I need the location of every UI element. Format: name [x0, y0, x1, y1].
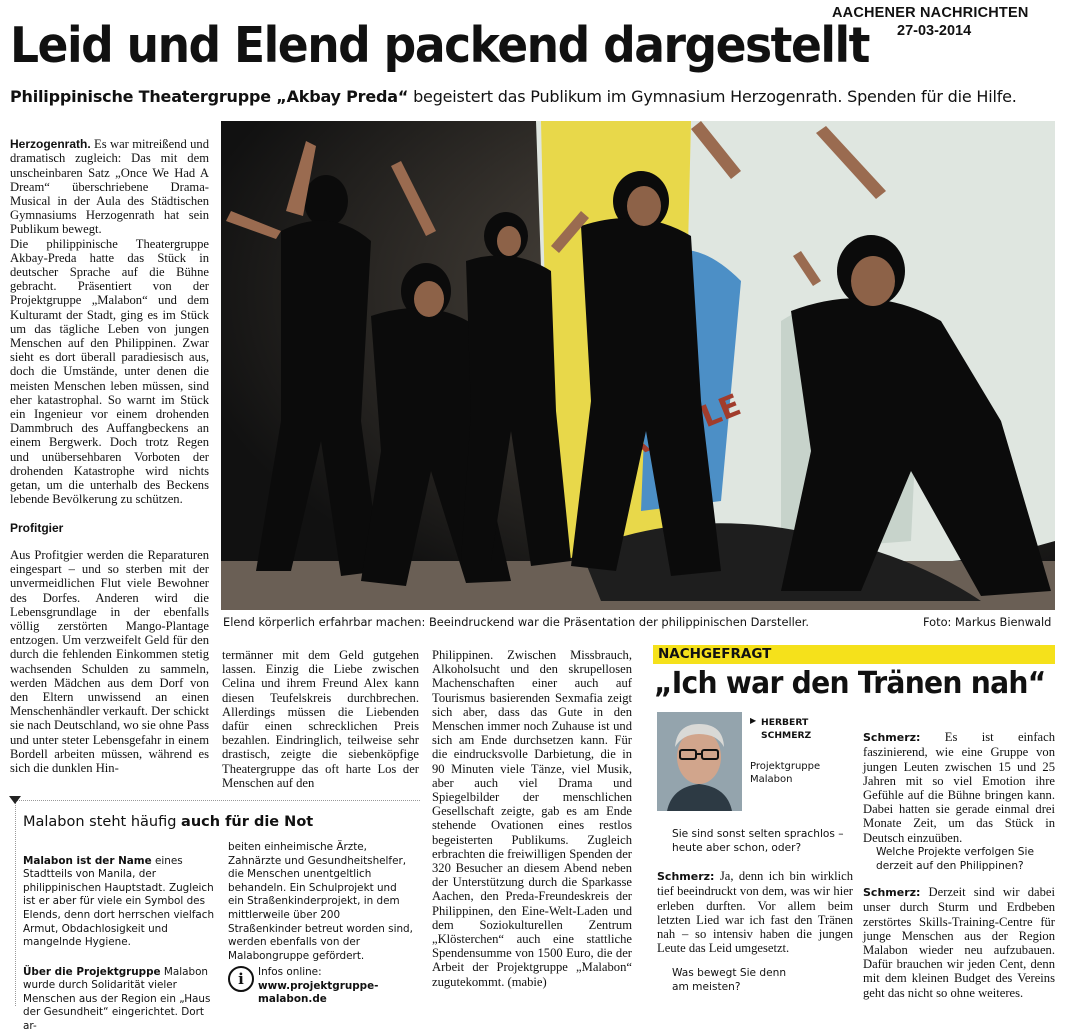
photo-credit: Foto: Markus Bienwald: [923, 615, 1052, 629]
article-column-1: [10, 123, 209, 506]
headline: Leid und Elend packend dargestellt: [10, 17, 869, 74]
answer-3-text: Derzeit sind wir dabei unser durch Sturm und Erdbeben zerstörtes Skills-Training-Centre für junge Menschen aus der Region Malabon wieder neu aufzubauen. Dafür brauchen wir jeden Cent, denn mit dem kleinen Budget des Vereins geht das nicht so ohne weiteres.: [863, 885, 1055, 1000]
question-2: Was bewegt Sie denn am meisten?: [672, 967, 787, 993]
masthead-date: 27-03-2014: [897, 23, 972, 39]
sidebox-col-2: beiten einheimische Ärzte, Zahnärzte und Gesundheitshelfer, die Menschen unentgeltlich behandeln. Ein Schulprojekt und ein Straßenkinderprojekt, in dem mittlerweile über 200 Straßenkinder betreut worden sind, werden ebenfalls von der Malabongruppe gefördert.: [228, 841, 413, 962]
portrait-photo: [657, 712, 742, 811]
answer-3: [863, 871, 1055, 1000]
person-marker-icon: ▶: [750, 716, 757, 725]
subhead-profitgier: Profitgier: [10, 521, 64, 535]
info-icon: i: [228, 966, 254, 992]
answer-1: [657, 855, 853, 955]
sidebox-title: [23, 814, 313, 830]
subheadline: [10, 87, 1017, 107]
answer-1-label: Schmerz:: [657, 870, 715, 884]
article-column-2: termänner mit dem Geld gutgehen lassen. Einzig die Liebe zwischen Celina und ihrem Freund Alex kann diesen Teufelskreis durchbrechen. Allerdings müssen die Liebenden dafür einen schrecklichen Preis bezahlen. Eindringlich, teilweise sehr drastisch, zeigte die siebenköpfige Theatergruppe das oft harte Los der Menschen auf den: [222, 648, 419, 790]
interview-headline: „Ich war den Tränen nah“: [654, 666, 1046, 701]
sidebox-marker: [9, 796, 21, 804]
article-column-3: Philippinen. Zwischen Missbrauch, Alkoholsucht und den skrupellosen Machenschaften einer auch auf Tourismus basierenden Sexmafia zeigt sich aber, dass das Gute in den Menschen immer noch Zuhause ist und sich am Ende durchsetzen kann. Für die eindrucksvolle Darbietung, die in 90 Minuten viele Tänze, viel Musik, aber auch viel Drama und Spiegelbilder der menschlichen Gesellschaft zeigte, gab es am Ende stehende Ovationen eines restlos begeisterten Publikums. Zugleich erbrachten die freiwilligen Spenden der 320 Besucher an diesem Abend neben der Unterstützung durch die Sparkasse Aachen, den Preda-Freundeskreis der Philippinen, den Eine-Welt-Laden und dem Soziokulturellen Zentrum „Klösterchen“ auch eine stattliche Spendensumme von 1500 Euro, die der Arbeit der Projektgruppe „Malabon“ zugutekommt. (mabie): [432, 648, 632, 989]
answer-1-text: Ja, denn ich bin wirklich tief beeindruckt von dem, was wir hier erleben durften. Vor allem beim letzten Lied war ich fast den Tränen nah – so intensiv haben die jungen Leute das Leid umgesetzt.: [657, 869, 853, 956]
sidebox-col-1-p2: [23, 952, 220, 1034]
sidebox-title-plain: Malabon steht häufig: [23, 814, 182, 830]
sidebox-title-bold: auch für die Not: [181, 814, 314, 830]
sidebox-p1-text: eines Stadtteils von Manila, der philippinischen Hauptstadt. Zugleich ist er aber für viele ein Symbol des Elends, denn dort herrschen vielfach Armut, Obdachlosigkeit und mangelnde Hygiene.: [23, 854, 215, 949]
photo-caption: Elend körperlich erfahrbar machen: Beeindruckend war die Präsentation der philippinischen Darsteller.: [223, 615, 810, 629]
dateline: Herzogenrath.: [10, 137, 91, 152]
info-url[interactable]: www.projektgruppe-malabon.de: [258, 980, 379, 1005]
answer-3-label: Schmerz:: [863, 886, 921, 900]
sidebox-p2-bold: Über die Projektgruppe: [23, 965, 161, 978]
sidebox-p1-bold: Malabon ist der Name: [23, 854, 152, 867]
question-1: Sie sind sonst selten sprachlos – heute aber schon, oder?: [672, 828, 844, 854]
stage-photo-image: [221, 121, 1055, 610]
interview-kicker: NACHGEFRAGT: [658, 646, 772, 662]
answer-2-label: Schmerz:: [863, 731, 921, 745]
info-label: Infos online:: [258, 966, 322, 978]
person-role: Projektgruppe Malabon: [750, 761, 821, 785]
sidebox-col-1: [23, 841, 220, 950]
person-name: HERBERT SCHMERZ: [761, 717, 812, 741]
question-3: Welche Projekte verfolgen Sie derzeit auf den Philippinen?: [876, 846, 1034, 872]
article-col1-text: Es war mitreißend und dramatisch zugleich: Das mit dem unscheinbaren Satz „Once We Had A Dream“ überschriebene Drama-Musical in der Aula des Städtischen Gymnasiums Herzogenrath hat sein Publikum bewegt. Die philippinische Theatergruppe Akbay-Preda hatte das Stück in deutscher Sprache auf die Bühne gebracht. Präsentiert von der Projektgruppe „Malabon“ und dem Kulturamt der Stadt, ging es im Stück um das tägliche Leben von jungen Menschen auf den Philippinen. Zwar sieht es dort überall paradiesisch aus, doch die Umstände, unter denen die meisten Menschen leben müssen, sind eher katastrophal. So warnt im Stück ein Ingenieur vor einem drohenden Dammbruch des Auffangbeckens an einem Bergwerk. Doch trotz Regen und unübersehbaren Vorboten der drohenden Katastrophe wird nichts getan, um die unterhalb des Beckens lebende Bevölkerung zu schützen.: [10, 137, 209, 507]
masthead-paper: AACHENER NACHRICHTEN: [832, 5, 1029, 21]
article-column-1-part-2: Aus Profitgier werden die Reparaturen eingespart – und so sterben mit der unvermeidlichen Flut viele Bewohner des Dorfes. Anderen wird die Lebensgrundlage in der ebenfalls völlig zerstörten Mango-Plantage entzogen. Um verzweifelt Geld für den durch die fehlenden Einkommen stetig wachsenden Schulden zu sammeln, werden Mädchen aus dem Dorf von den Eltern unwissend an einen Menschenhändler verkauft. Der schickt sie nach Deutschland, wo sie ohne Pass und unter steter Lebensgefahr in einem Bordell arbeiten müssen, während es sich die dunklen Hin-: [10, 548, 210, 776]
subheadline-bold: Philippinische Theatergruppe „Akbay Preda“: [10, 87, 409, 106]
portrait-image: [657, 712, 742, 811]
stage-photo: [221, 121, 1055, 610]
answer-2-text: Es ist einfach faszinierend, wie eine Gruppe von jungen Leuten zwischen 15 und 25 Jahren mit so viel Emotion ihre Gefühle auf die Bühne bringen kann. Dabei hatten sie gerade einmal drei Monate Zeit, um das Stück in Deutsch einzuüben.: [863, 730, 1055, 845]
sidebox-p2-text: Malabon wurde durch Solidarität vieler Menschen aus der Region ein „Haus der Gesundheit“ eingerichtet. Dort ar-: [23, 965, 211, 1032]
answer-2: [863, 716, 1055, 845]
subheadline-rest: begeistert das Publikum im Gymnasium Herzogenrath. Spenden für die Hilfe.: [408, 87, 1017, 106]
